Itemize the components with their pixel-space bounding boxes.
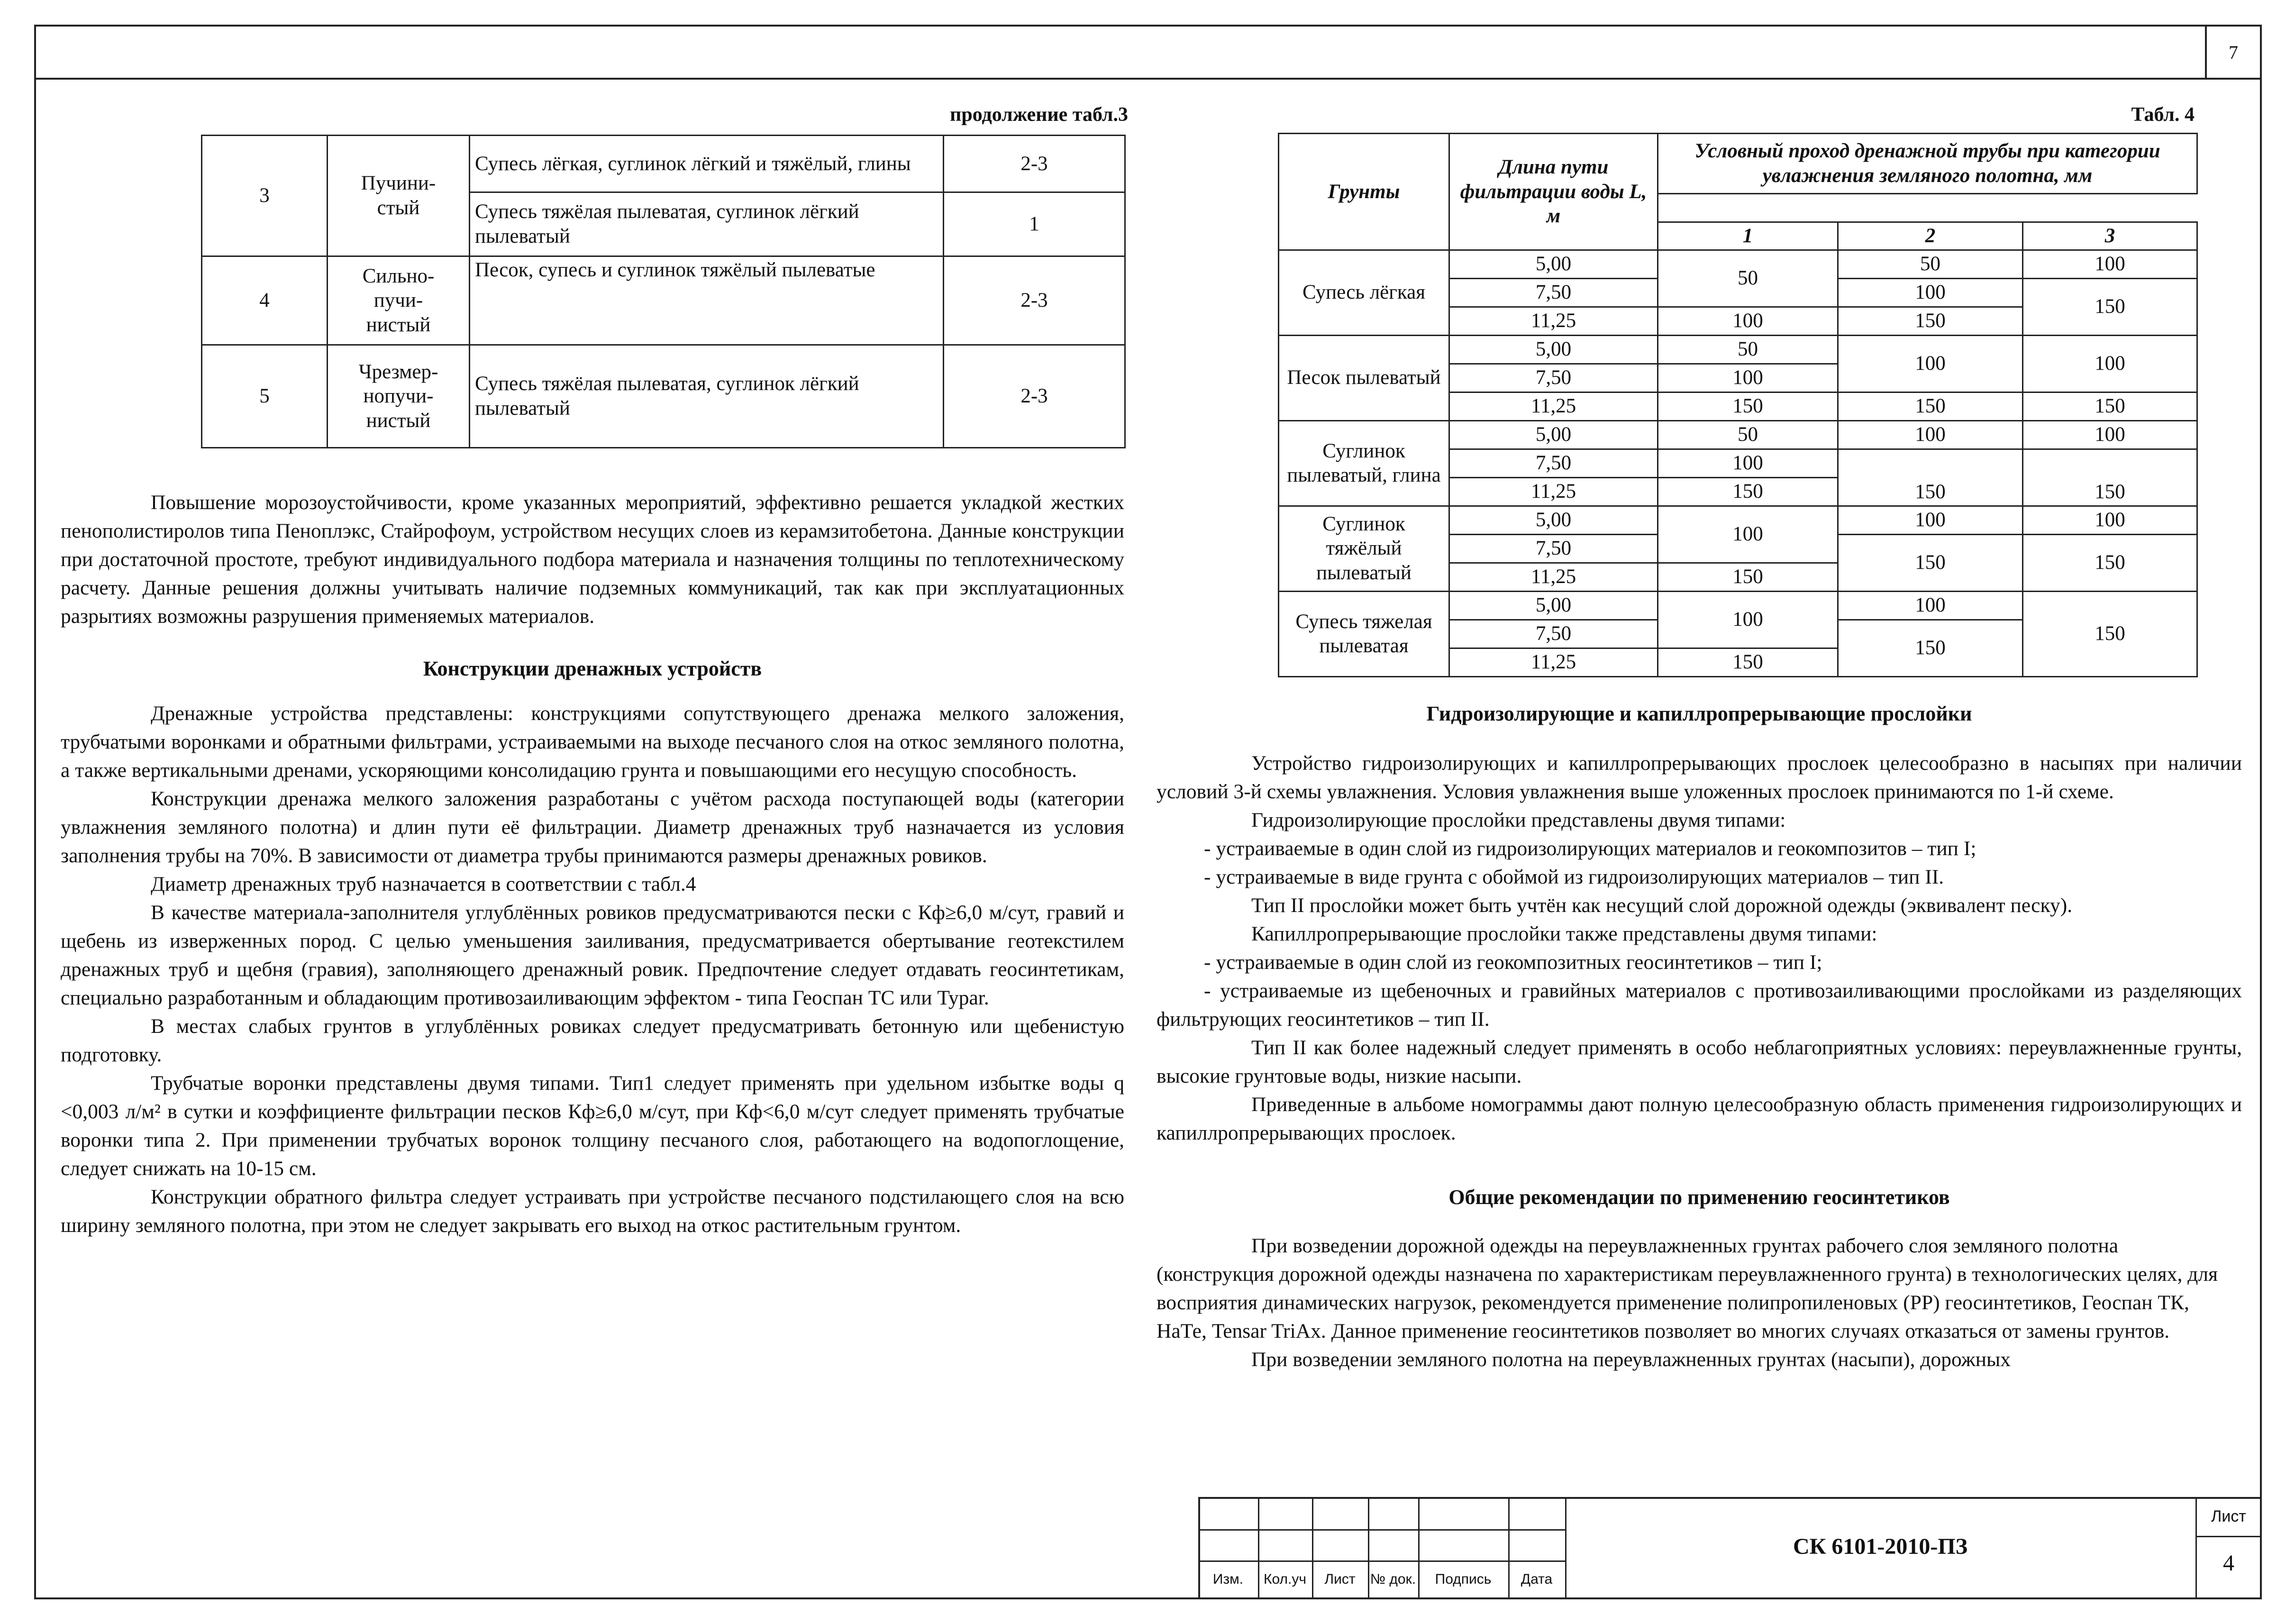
table4-length: 7,50 xyxy=(1449,364,1658,392)
table4-header-length: Длина пути фильтрации воды L, м xyxy=(1449,134,1658,250)
table4-cell: 100 xyxy=(1658,364,1838,392)
table4-soil: Супесь лёгкая xyxy=(1279,250,1449,335)
paragraph: В качестве материала-заполнителя углублённых ровиков предусматриваются пески с Кф≥6,0 м/сут, гравий и щебень из изверженных пород. С целью уменьшения заиливания, предусматривается обертывание геотекстилем дренажных труб и щебня (гравия), заполняющего дренажный ровик. Предпочтение следует отдавать геосинтетикам, специально разработанным и обладающим противозаиливающим эффектом - типа Геоспан ТС или Typar. xyxy=(61,901,1124,1009)
title-block-label: Подпись xyxy=(1435,1571,1492,1587)
paragraph: Приведенные в альбоме номограммы дают полную целесообразную область применения гидроизолирующих и капиллропрерывающих прослоек. xyxy=(1157,1093,2242,1144)
table4-cell: 100 xyxy=(2023,420,2197,449)
table4-cell: 100 xyxy=(1838,506,2023,534)
title-block-label: Изм. xyxy=(1212,1571,1244,1587)
table4-soil: Суглинок тяжёлый пылеватый xyxy=(1279,506,1449,591)
table4-cell: 100 xyxy=(1658,506,1838,563)
paragraph: Диаметр дренажных труб назначается в соответствии с табл.4 xyxy=(151,873,696,895)
table4-cell: 100 xyxy=(1838,591,2023,620)
table3-type xyxy=(328,136,470,256)
table4-cell: 50 xyxy=(1658,335,1838,364)
table3-type-line: нистый xyxy=(366,409,431,432)
title-block-label: № док. xyxy=(1370,1571,1416,1587)
table4-cell: 100 xyxy=(1658,449,1838,477)
table4-length: 5,00 xyxy=(1449,335,1658,364)
table3-type xyxy=(328,256,470,345)
table3-type-line: пучи- xyxy=(373,289,423,312)
table4-length: 5,00 xyxy=(1449,591,1658,620)
table4-length: 7,50 xyxy=(1449,278,1658,307)
table4-cell: 150 xyxy=(1658,563,1838,591)
table4-length: 11,25 xyxy=(1449,648,1658,676)
section-heading-geosynthetics: Общие рекомендации по применению геосинтетиков xyxy=(1448,1186,1950,1209)
title-block-label: Кол.уч xyxy=(1264,1571,1306,1587)
table4-cell: 150 xyxy=(2023,278,2197,335)
table4-cell: 100 xyxy=(1838,420,2023,449)
table3-type-line: нистый xyxy=(366,313,431,336)
right-text-body-2 xyxy=(1157,1232,2223,1374)
table4-cell: 150 xyxy=(1658,477,1838,506)
table3-caption: продолжение табл.3 xyxy=(950,104,1128,126)
paragraph: В местах слабых грунтов в углублённых ровиках следует предусматривать бетонную или щебенистую подготовку. xyxy=(61,1015,1124,1066)
list-item: - устраиваемые в виде грунта с обоймой из гидроизолирующих материалов – тип II. xyxy=(1204,866,1944,888)
right-text-body-1 xyxy=(1157,749,2242,1147)
table4-cell: 100 xyxy=(2023,250,2197,278)
table3 xyxy=(201,135,1126,448)
table4-cell: 150 xyxy=(1838,449,2023,506)
section-heading-waterproof: Гидроизолирующие и капиллропрерывающие прослойки xyxy=(1426,702,1972,725)
table4-cell: 100 xyxy=(2023,506,2197,534)
paragraph: Конструкции обратного фильтра следует устраивать при устройстве песчаного подстилающего слоя на всю ширину земляного полотна, при этом не следует закрывать его выход на откос растительным грунтом. xyxy=(61,1186,1124,1237)
paragraph: Тип II прослойки может быть учтён как несущий слой дорожной одежды (эквивалент песку). xyxy=(1251,894,2073,917)
table4-cell: 100 xyxy=(1838,335,2023,392)
table4-cell: 150 xyxy=(2023,591,2197,676)
document-code: СК 6101-2010-ПЗ xyxy=(1793,1534,1968,1559)
table3-soil: Супесь тяжёлая пылеватая, суглинок лёгкий пылеватый xyxy=(470,345,944,448)
table3-value: 1 xyxy=(944,192,1125,256)
table4-header-cat3: 3 xyxy=(2023,222,2197,250)
paragraph: Устройство гидроизолирующих и капиллропрерывающих прослоек целесообразно в насыпях при наличии условий 3-й схемы увлажнения. Условия увлажнения выше уложенных прослоек принимаются по 1-й схеме. xyxy=(1157,752,2242,803)
table3-num: 3 xyxy=(202,136,328,256)
table4-length: 7,50 xyxy=(1449,620,1658,648)
table4-cell: 150 xyxy=(1658,648,1838,676)
table4-cell: 150 xyxy=(2023,534,2197,591)
paragraph: Гидроизолирующие прослойки представлены двумя типами: xyxy=(1251,809,1786,831)
table4-cell: 150 xyxy=(1838,534,2023,591)
table4-soil: Суглинок пылеватый, глина xyxy=(1279,420,1449,506)
table3-type-line: стый xyxy=(377,197,420,219)
table3-value: 2-3 xyxy=(944,345,1125,448)
table3-soil: Супесь тяжёлая пылеватая, суглинок лёгкий пылеватый xyxy=(470,192,944,256)
paragraph: При возведении земляного полотна на переувлажненных грунтах (насыпи), дорожных xyxy=(1251,1348,2011,1371)
left-text-top xyxy=(61,488,1124,630)
table4-soil: Песок пылеватый xyxy=(1279,335,1449,420)
list-item: - устраиваемые в один слой из геокомпозитных геосинтетиков – тип I; xyxy=(1204,951,1822,974)
table3-soil: Супесь лёгкая, суглинок лёгкий и тяжёлый, глины xyxy=(470,136,944,192)
table4-cell: 50 xyxy=(1658,250,1838,307)
table4-length: 11,25 xyxy=(1449,392,1658,420)
title-block-label: Лист xyxy=(1324,1571,1356,1587)
paragraph: При возведении дорожной одежды на переувлажненных грунтах рабочего слоя земляного полотна (конструкция дорожной одежды назначена по характеристикам переувлажненного грунта) в технологических целях, для восприятия динамических нагрузок, рекомендуется применение полипропиленовых (РР) геосинтетиков, Геоспан ТК, НаТе, Tensar TriAx. Данное применение геосинтетиков позволяет во многих случаях отказаться от замены грунтов. xyxy=(1157,1234,2218,1342)
left-text-body xyxy=(61,699,1124,1240)
table4-length: 11,25 xyxy=(1449,307,1658,335)
table4-cell: 150 xyxy=(1658,392,1838,420)
table4-length: 11,25 xyxy=(1449,563,1658,591)
table3-num: 5 xyxy=(202,345,328,448)
table4-cell: 100 xyxy=(2023,335,2197,392)
sheet-number: 4 xyxy=(2223,1551,2234,1576)
table4-header-cat2: 2 xyxy=(1838,222,2023,250)
table4-length: 7,50 xyxy=(1449,534,1658,563)
page-number: 7 xyxy=(2205,25,2262,80)
table4-cell: 150 xyxy=(1838,392,2023,420)
table3-value: 2-3 xyxy=(944,256,1125,345)
table4-header-cat1: 1 xyxy=(1658,222,1838,250)
paragraph: Конструкции дренажа мелкого заложения разработаны с учётом расхода поступающей воды (категории увлажнения земляного полотна) и длин пути её фильтрации. Диаметр дренажных труб назначается из условия заполнения трубы на 70%. В зависимости от диаметра трубы принимаются размеры дренажных ровиков. xyxy=(61,787,1124,867)
list-item: - устраиваемые из щебеночных и гравийных материалов с противозаиливающими прослойками из разделяющих фильтрующих геосинтетиков – тип II. xyxy=(1157,979,2242,1031)
table3-value: 2-3 xyxy=(944,136,1125,192)
table4-soil: Супесь тяжелая пылеватая xyxy=(1279,591,1449,676)
table4-cell: 100 xyxy=(1838,278,2023,307)
table4-cell: 100 xyxy=(1658,307,1838,335)
title-block-label: Дата xyxy=(1521,1571,1553,1587)
table4-cell: 50 xyxy=(1838,250,2023,278)
table4-length: 7,50 xyxy=(1449,449,1658,477)
table4-cell: 150 xyxy=(1838,620,2023,676)
table4-cell: 50 xyxy=(1658,420,1838,449)
list-item: - устраиваемые в один слой из гидроизолирующих материалов и геокомпозитов – тип I; xyxy=(1204,837,1976,860)
table4-length: 5,00 xyxy=(1449,420,1658,449)
table3-num: 4 xyxy=(202,256,328,345)
table3-soil: Песок, супесь и суглинок тяжёлый пылеватые xyxy=(470,256,944,345)
paragraph: Повышение морозоустойчивости, кроме указанных мероприятий, эффективно решается укладкой жестких пенополистиролов типа Пеноплэкс, Стайрофоум, устройством несущих слоев из керамзитобетона. Данные конструкции при достаточной простоте, требуют индивидуального подбора материала и назначения толщины по теплотехническому расчету. Данные решения должны учитывать наличие подземных коммуникаций, так как при эксплуатационных разрытиях возможны разрушения применяемых материалов. xyxy=(61,491,1124,628)
table4-caption: Табл. 4 xyxy=(2131,104,2195,126)
table4-cell: 150 xyxy=(2023,392,2197,420)
table3-type-line: Пучини- xyxy=(361,172,436,195)
table4-length: 5,00 xyxy=(1449,250,1658,278)
table4-cell: 150 xyxy=(2023,449,2197,506)
sheet-label: Лист xyxy=(2211,1507,2246,1525)
table4-cell: 100 xyxy=(1658,591,1838,648)
table4-cell: 150 xyxy=(1838,307,2023,335)
paragraph: Дренажные устройства представлены: конструкциями сопутствующего дренажа мелкого заложения, трубчатыми воронками и обратными фильтрами, устраиваемыми на выходе песчаного слоя на откос земляного полотна, а также вертикальными дренами, ускоряющими консолидацию грунта и повышающими его несущую способность. xyxy=(61,702,1124,782)
table3-type-line: Сильно- xyxy=(362,265,435,287)
paragraph: Трубчатые воронки представлены двумя типами. Тип1 следует применять при удельном избытке воды q <0,003 л/м² в сутки и коэффициенте фильтрации песков Кф≥6,0 м/сут, при Кф<6,0 м/сут следует применять трубчатые воронки типа 2. При применении трубчатых воронок толщину песчаного слоя, работающего на водопоглощение, следует снижать на 10-15 см. xyxy=(61,1072,1124,1180)
table3-type-line: нопучи- xyxy=(363,385,434,408)
table4-length: 11,25 xyxy=(1449,477,1658,506)
table4-header-soils: Грунты xyxy=(1279,134,1449,250)
paragraph: Капиллропрерывающие прослойки также представлены двумя типами: xyxy=(1251,922,1877,945)
section-heading-drainage: Конструкции дренажных устройств xyxy=(423,657,762,680)
table4-header-diameter: Условный проход дренажной трубы при категории увлажнения земляного полотна, мм xyxy=(1658,134,2197,194)
table3-type-line: Чрезмер- xyxy=(358,360,438,383)
table4-length: 5,00 xyxy=(1449,506,1658,534)
table4 xyxy=(1278,133,2198,677)
table3-type xyxy=(328,345,470,448)
header-frame xyxy=(34,25,2262,80)
paragraph: Тип II как более надежный следует применять в особо неблагоприятных условиях: переувлажненные грунты, высокие грунтовые воды, низкие насыпи. xyxy=(1157,1036,2242,1087)
